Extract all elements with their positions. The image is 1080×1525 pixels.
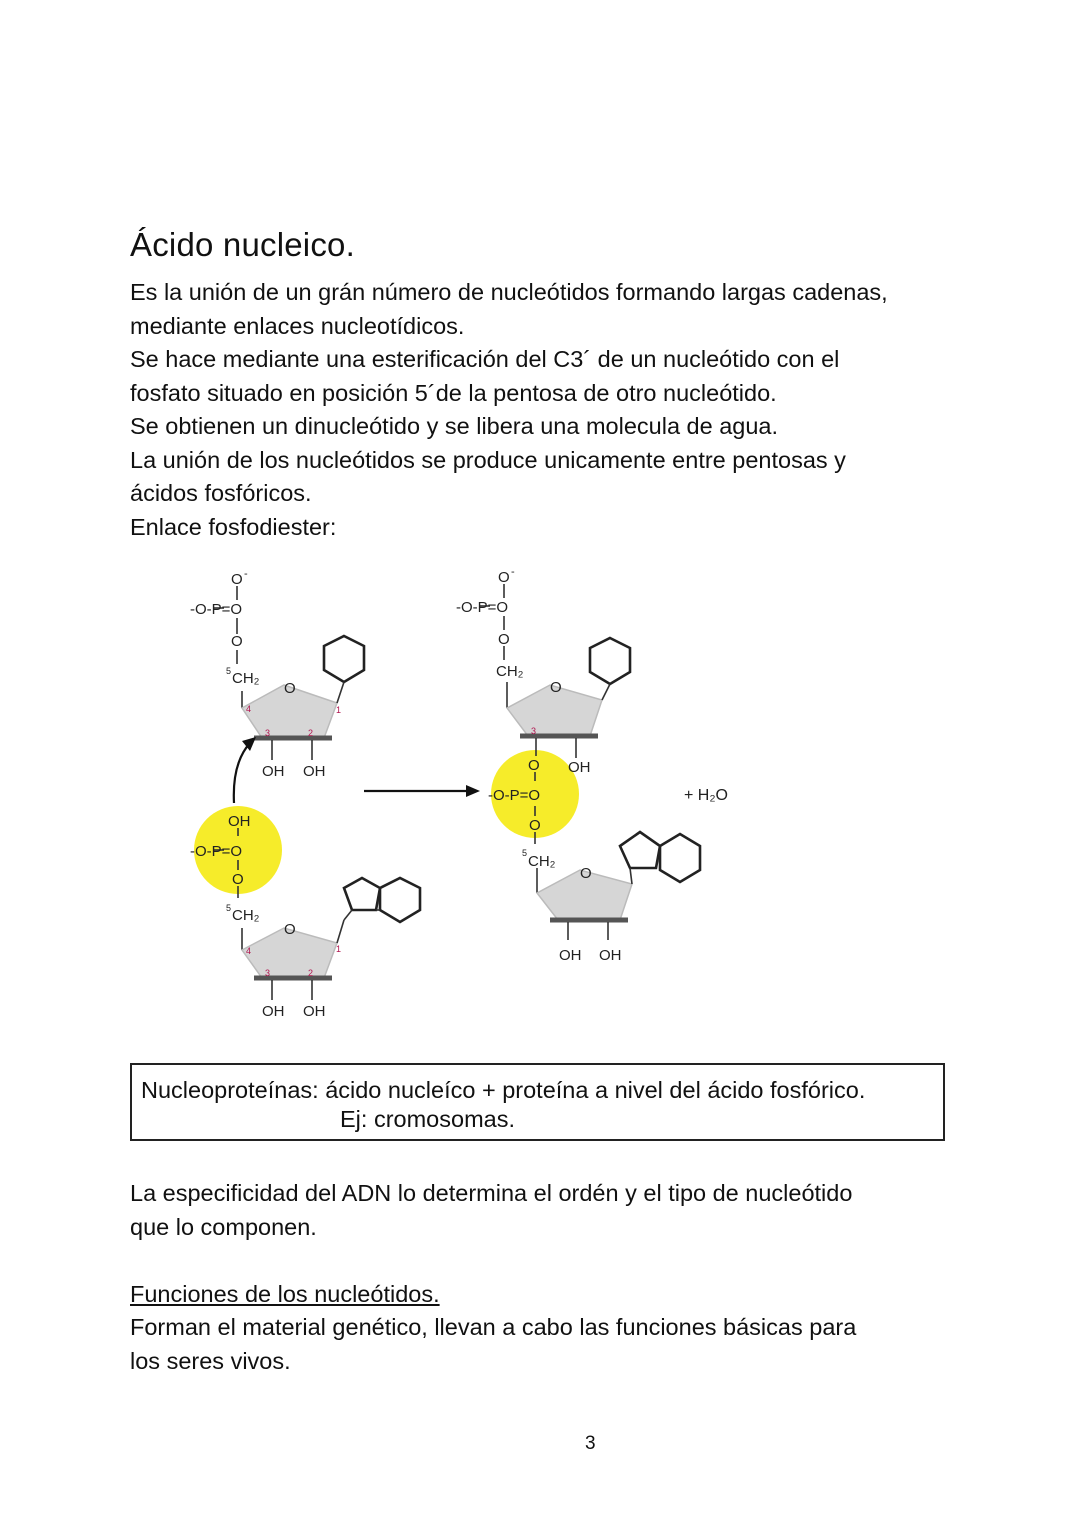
- label-oh: OH: [262, 763, 285, 780]
- text-line: La unión de los nucleótidos se produce unicamente entre pentosas y: [130, 446, 846, 473]
- text-line: que lo componen.: [130, 1213, 317, 1240]
- label-num-4: 4: [246, 946, 252, 956]
- label-oh: OH: [568, 759, 591, 776]
- text-line: Se hace mediante una esterificación del C3´ de un nucleótido con el: [130, 346, 840, 372]
- text-line: Es la unión de un grán número de nucleótidos formando largas cadenas,: [130, 279, 888, 305]
- label-ring-o: O: [284, 921, 296, 938]
- label-ring-o: O: [580, 865, 592, 882]
- text-line: fosfato situado en posición 5´de la pentosa de otro nucleótido.: [130, 379, 777, 406]
- text-line: La especificidad del ADN lo determina el ordén y el tipo de nucleótido: [130, 1180, 853, 1206]
- label-phosphate: -O-P=O: [190, 843, 243, 860]
- intro-paragraph: [130, 276, 970, 544]
- box-line: Ej: cromosomas.: [340, 1106, 515, 1132]
- label-oh: OH: [559, 947, 582, 964]
- label-ch2: CH₂: [232, 907, 260, 924]
- label-phosphate: -O-P=O: [456, 599, 509, 616]
- label-ring-o: O: [284, 680, 296, 697]
- label-num-2: 2: [308, 728, 314, 738]
- nucleoproteins-box: [130, 1063, 945, 1141]
- label-num-3: 3: [531, 726, 537, 736]
- label-o: O: [529, 817, 541, 834]
- diagram-svg: [132, 548, 772, 1028]
- label-o-bridge: O: [528, 757, 540, 774]
- label-phosphate: -O-P=O: [190, 601, 243, 618]
- label-num-3: 3: [265, 728, 271, 738]
- label-minus: -: [244, 568, 248, 580]
- label-o: O: [231, 633, 243, 650]
- box-line: Nucleoproteínas: ácido nucleíco + proteína a nivel del ácido fosfórico.: [141, 1077, 866, 1103]
- specificity-paragraph: [130, 1177, 950, 1244]
- reaction-arrow-head: [466, 785, 480, 797]
- label-oh: OH: [303, 1003, 326, 1020]
- label-ch2: CH₂: [496, 663, 524, 680]
- label-num-2: 2: [308, 968, 314, 978]
- label-oh-phosphate: OH: [228, 813, 251, 830]
- label-num-1: 1: [336, 944, 342, 954]
- text-line: ácidos fosfóricos.: [130, 480, 312, 506]
- text-line: los seres vivos.: [130, 1347, 291, 1374]
- label-ch2: CH₂: [232, 670, 260, 687]
- phosphodiester-diagram: [132, 548, 772, 1028]
- label-five: 5: [226, 666, 232, 676]
- label-oh: OH: [599, 947, 622, 964]
- label-oh: OH: [303, 763, 326, 780]
- label-o: O: [232, 871, 244, 888]
- label-water: + H₂O: [684, 787, 728, 804]
- page-title: Ácido nucleico.: [130, 226, 355, 263]
- label-num-4: 4: [246, 704, 252, 714]
- page-number: 3: [585, 1433, 596, 1454]
- label-five: 5: [522, 848, 528, 858]
- label-num-3: 3: [265, 968, 271, 978]
- text-line: Forman el material genético, llevan a cabo las funciones básicas para: [130, 1314, 857, 1340]
- label-minus: -: [511, 566, 515, 578]
- text-line: Se obtienen un dinucleótido y se libera una molecula de agua.: [130, 413, 779, 439]
- label-num-1: 1: [336, 705, 342, 715]
- label-o-minus: O: [498, 569, 510, 586]
- label-ring-o: O: [550, 679, 562, 696]
- functions-heading: Funciones de los nucleótidos.: [130, 1281, 440, 1307]
- label-five: 5: [226, 903, 232, 913]
- text-line: Enlace fosfodiester:: [130, 513, 337, 540]
- label-phosphate: -O-P=O: [488, 787, 541, 804]
- text-line: mediante enlaces nucleotídicos.: [130, 312, 465, 339]
- label-o: O: [498, 631, 510, 648]
- label-oh: OH: [262, 1003, 285, 1020]
- functions-paragraph: [130, 1311, 950, 1378]
- reaction-arrow-curved: [234, 743, 250, 803]
- label-o-minus: O: [231, 571, 243, 588]
- label-ch2: CH₂: [528, 853, 556, 870]
